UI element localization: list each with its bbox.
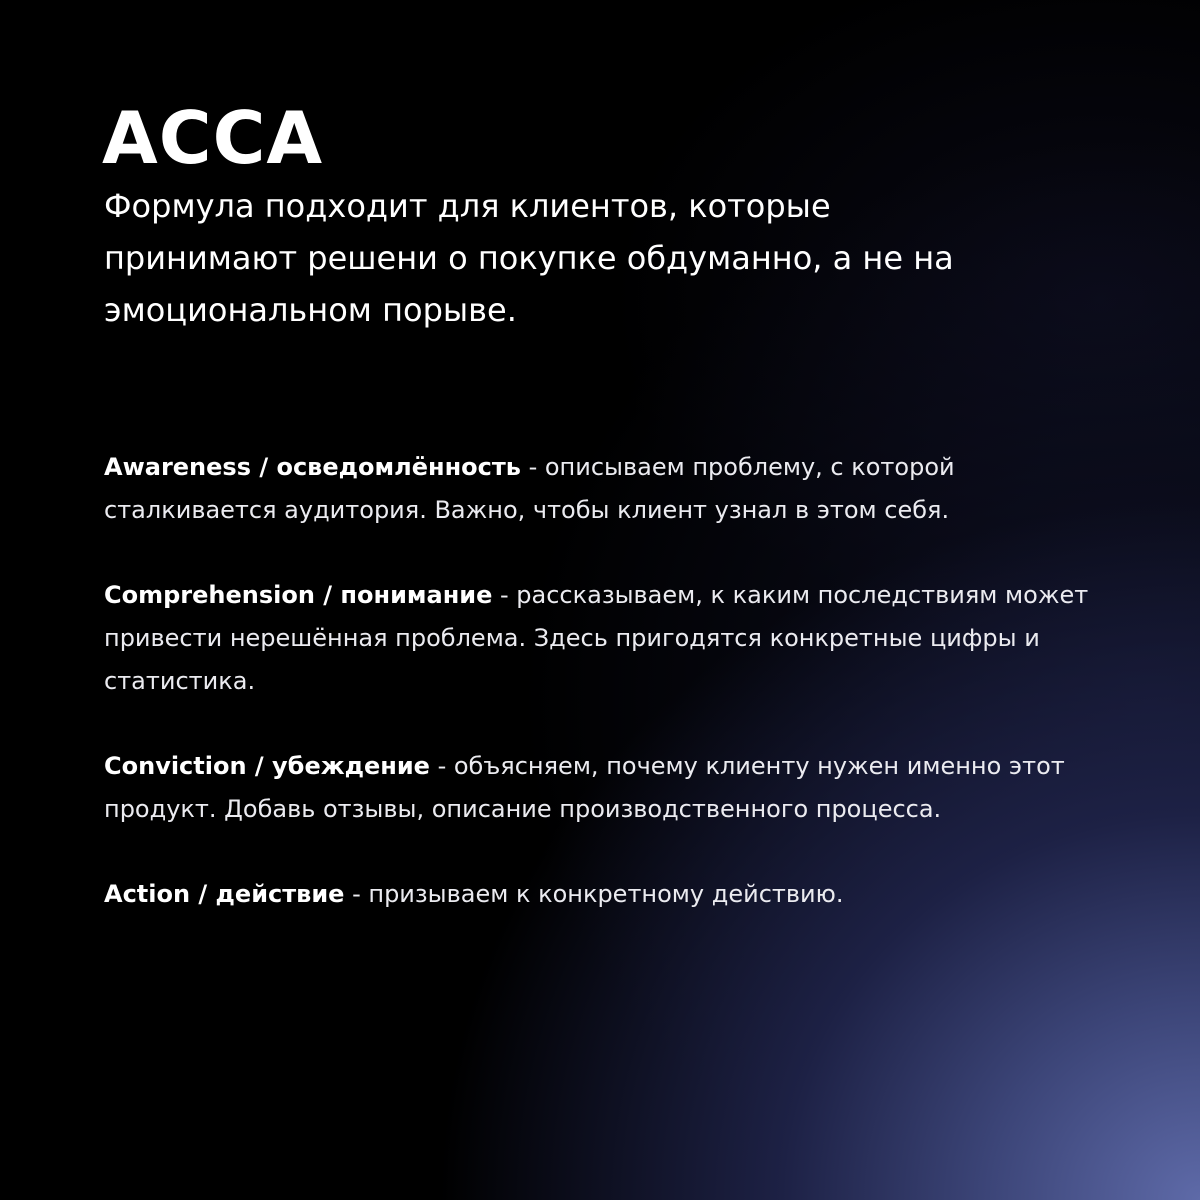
stage-description: - описываем проблему, с которой сталкивается аудитория. Важно, чтобы клиент узнал в этом себя. bbox=[104, 453, 955, 524]
slide-title: ACCA bbox=[102, 96, 324, 180]
stage-item-comprehension bbox=[104, 574, 1104, 703]
stage-item-action bbox=[104, 873, 1104, 916]
stage-item-awareness bbox=[104, 446, 1104, 532]
stage-description: - объясняем, почему клиенту нужен именно этот продукт. Добавь отзывы, описание производственного процесса. bbox=[104, 752, 1065, 823]
stage-term: Comprehension / понимание bbox=[104, 581, 493, 609]
stage-term: Action / действие bbox=[104, 880, 345, 908]
slide-subtitle: Формула подходит для клиентов, которые принимают решени о покупке обдуманно, а не на эмоциональном порыве. bbox=[104, 187, 954, 329]
stage-description: - рассказываем, к каким последствиям может привести нерешённая проблема. Здесь пригодятся конкретные цифры и статистика. bbox=[104, 581, 1089, 695]
stage-term: Awareness / осведомлённость bbox=[104, 453, 521, 481]
stage-term: Conviction / убеждение bbox=[104, 752, 430, 780]
stage-item-conviction bbox=[104, 745, 1104, 831]
stage-list bbox=[104, 446, 1104, 958]
stage-description: - призываем к конкретному действию. bbox=[344, 880, 844, 908]
